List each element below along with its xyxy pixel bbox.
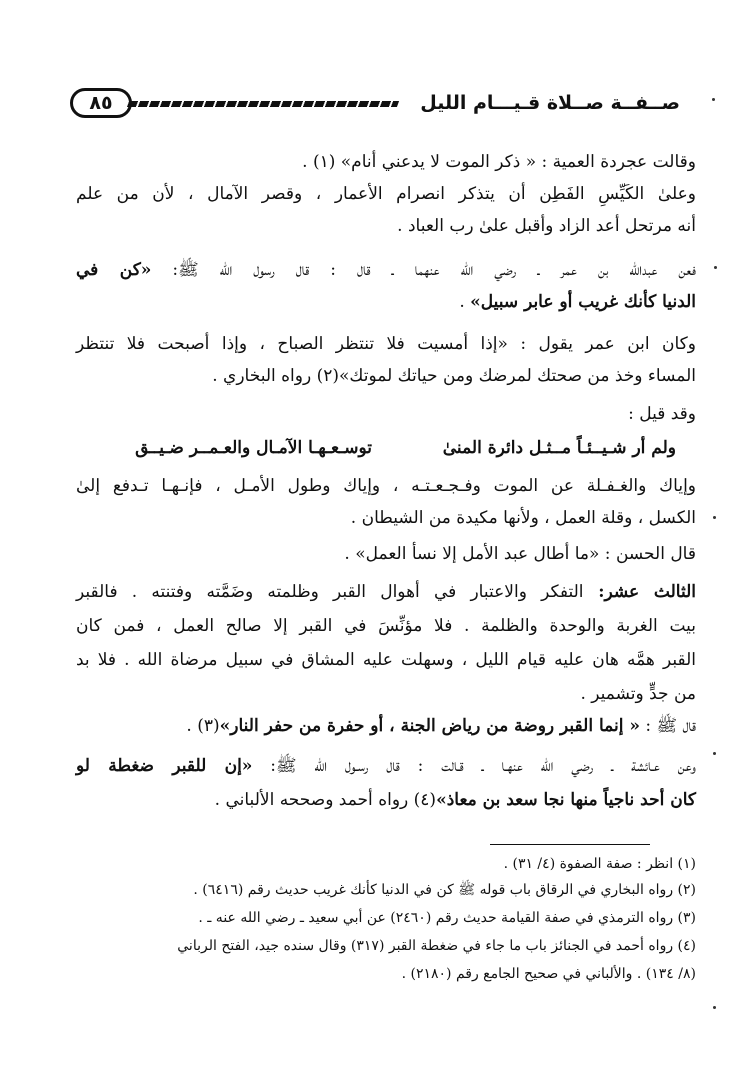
text-line-5 <box>76 288 696 316</box>
text-line-12: قال الحسن : «ما أطال عبد الأمل إلا نسأ العمل» . <box>344 544 696 564</box>
text-normal: فعن عبدالله بن عمر ـ رضي الله عنهما ـ قال : قال رسول الله ﷺ: <box>151 260 696 280</box>
text-line-14: بيت الغربة والوحدة والظلمة . فلا مؤنِّسَ في القبر إلا صالح العمل ، فمن كان <box>76 616 696 636</box>
text-normal: وعن عـائشة ـ رضي الله عنهـا ـ قـالت : قال رسـول الله ﷺ: <box>252 756 696 776</box>
scan-speck <box>713 1006 716 1009</box>
text-line-19 <box>76 786 696 814</box>
hadith-text: «إن للقبر ضغطة لو <box>76 756 253 776</box>
hadith-text: «كن في <box>76 260 152 280</box>
page-header <box>70 88 690 122</box>
text-line-3: أنه مرتحل أعد الزاد وأقبل علىٰ رب العباد . <box>397 216 696 236</box>
text-line-2: وعلىٰ الكَيِّسِ الفَطِن أن يتذكر انصرام الأعمار ، وقصر الآمال ، لأن من علم <box>76 184 696 204</box>
scan-speck <box>712 98 715 101</box>
text-line-6: وكان ابن عمر يقول : «إذا أمسيت فلا تنتظر الصباح ، وإذا أصبحت فلا تنتظر <box>76 334 696 354</box>
text-line-8: وقد قيل : <box>628 404 696 424</box>
text-line-16: من جدٍّ وتشمير . <box>580 684 696 704</box>
hadith-text: الدنيا كأنك غريب أو عابر سبيل» <box>470 292 696 312</box>
text-line-4 <box>76 256 696 284</box>
text-line-7: المساء وخذ من صحتك لمرضك ومن حياتك لموتك»(٢) رواه البخاري . <box>212 366 696 386</box>
text-line-11: الكسل ، وقلة العمل ، ولأنها مكيدة من الشيطان . <box>350 508 696 528</box>
scan-speck <box>713 752 716 755</box>
text-line-17 <box>76 712 696 740</box>
text-normal: (٤) رواه أحمد وصححه الألباني . <box>214 790 437 810</box>
text-line-1: وقالت عجردة العمية : « ذكر الموت لا يدعني أنام» (١) . <box>302 152 696 172</box>
running-title: صــفــة صــلاة قـيـــام الليل <box>420 92 680 114</box>
footnote-4-continued: (٨/ ١٣٤) . والألباني في صحيح الجامع رقم (٢١٨٠) . <box>401 966 696 982</box>
footnote-3: (٣) رواه الترمذي في صفة القيامة حديث رقم (٢٤٦٠) عن أبي سعيد ـ رضي الله عنه ـ . <box>198 910 696 926</box>
footnote-separator <box>490 844 650 845</box>
scan-speck <box>714 266 717 269</box>
text-line-15: القبر همَّه هان عليه قيام الليل ، وسهلت عليه المشاق في سبيل مرضاة الله . فلا بد <box>76 650 696 670</box>
hadith-text: « إنما القبر روضة من رياض الجنة ، أو حفرة من حفر النار» <box>219 716 640 736</box>
hadith-text: كان أحد ناجياً منها نجا سعد بن معاذ» <box>436 790 696 810</box>
text-normal: (٣) . <box>186 716 220 736</box>
section-heading: الثالث عشر: <box>583 582 697 602</box>
text-line-18 <box>76 752 696 780</box>
footnote-1: (١) انظر : صفة الصفوة (٤/ ٣١) . <box>503 856 696 872</box>
poem-second-hemistich: توسـعـهـا الآمـال والعـمــر ضـيــق <box>135 438 372 458</box>
scan-speck <box>713 516 716 519</box>
header-decorative-rule <box>127 101 399 107</box>
text-normal: . <box>459 292 471 312</box>
footnote-4: (٤) رواه أحمد في الجنائز باب ما جاء في ضغطة القبر (٣١٧) وقال سنده جيد، الفتح الرباني <box>177 938 696 954</box>
page-number: ٨٥ <box>70 88 132 118</box>
footnote-2: (٢) رواه البخاري في الرقاق باب قوله ﷺ كن في الدنيا كأنك غريب حديث رقم (٦٤١٦) . <box>193 882 696 898</box>
text-normal: التفكر والاعتبار في أهوال القبر وظلمته وضَمَّته وفتنته . فالقبر <box>76 582 584 602</box>
poem-first-hemistich: ولم أر شـيــئـاً مــثـل دائرة المنىٰ <box>442 438 676 458</box>
text-normal: قال ﷺ : <box>639 716 696 736</box>
text-line-10: وإياك والغـفـلة عن الموت وفـجـعـتـه ، وإياك وطول الأمـل ، فإنـهـا تـدفع إلىٰ <box>76 476 696 496</box>
text-line-13 <box>76 578 696 606</box>
